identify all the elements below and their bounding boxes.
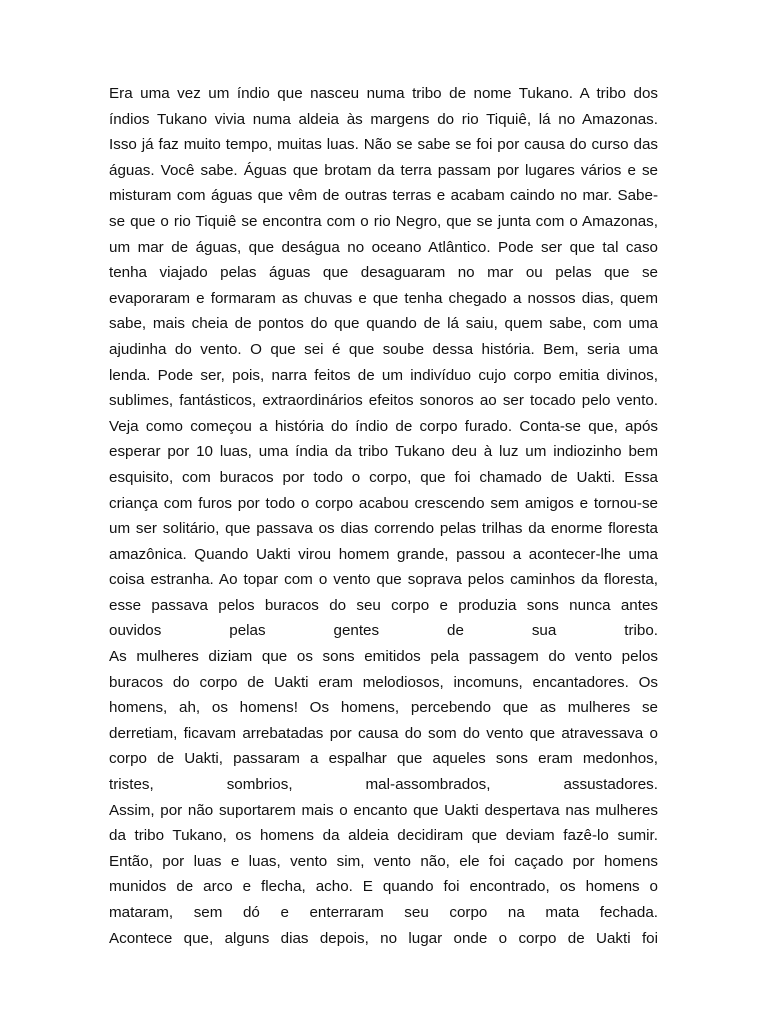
text-line: esquisito, com buracos por todo o corpo, que foi chamado de Uakti. Essa [109, 468, 658, 486]
text-line: um ser solitário, que passava os dias correndo pelas trilhas da enorme floresta [109, 520, 658, 538]
story-text [109, 81, 658, 951]
text-line: da tribo Tukano, os homens da aldeia decidiram que deviam fazê-lo sumir. [109, 827, 658, 845]
text-line: corpo de Uakti, passaram a espalhar que aqueles sons eram medonhos, [109, 750, 658, 768]
text-line: Assim, por não suportarem mais o encanto que Uakti despertava nas mulheres [109, 801, 658, 819]
text-line: Acontece que, alguns dias depois, no lugar onde o corpo de Uakti foi [109, 929, 658, 947]
text-line: tenha viajado pelas águas que desaguaram no mar ou pelas que se [109, 264, 658, 282]
text-line: ouvidos pelas gentes de sua tribo. [109, 622, 658, 640]
text-line: tristes, sombrios, mal-assombrados, assustadores. [109, 776, 658, 794]
text-line: derretiam, ficavam arrebatadas por causa do som do vento que atravessava o [109, 724, 658, 742]
text-line: munidos de arco e flecha, acho. E quando foi encontrado, os homens o [109, 878, 658, 896]
text-line: As mulheres diziam que os sons emitidos pela passagem do vento pelos [109, 648, 658, 666]
text-line: esse passava pelos buracos do seu corpo e produzia sons nunca antes [109, 596, 658, 614]
text-line: esperar por 10 luas, uma índia da tribo Tukano deu à luz um indiozinho bem [109, 443, 658, 461]
text-line: amazônica. Quando Uakti virou homem grande, passou a acontecer-lhe uma [109, 545, 658, 563]
text-line: mataram, sem dó e enterraram seu corpo na mata fechada. [109, 904, 658, 921]
text-line: homens, ah, os homens! Os homens, percebendo que as mulheres se [109, 699, 658, 717]
text-line: lenda. Pode ser, pois, narra feitos de um indivíduo cujo corpo emitia divinos, [109, 366, 658, 384]
text-line: Então, por luas e luas, vento sim, vento não, ele foi caçado por homens [109, 852, 658, 870]
text-line: misturam com águas que vêm de outras terras e acabam caindo no mar. Sabe- [109, 187, 658, 205]
text-line: sabe, mais cheia de pontos do que quando de lá saiu, quem sabe, com uma [109, 315, 658, 333]
text-line: sublimes, fantásticos, extraordinários efeitos sonoros ao ser tocado pelo vento. [109, 392, 658, 410]
text-line: Era uma vez um índio que nasceu numa tribo de nome Tukano. A tribo dos [109, 85, 658, 102]
text-line: um mar de águas, que deságua no oceano Atlântico. Pode ser que tal caso [109, 238, 658, 256]
text-line: criança com furos por todo o corpo acabou crescendo sem amigos e tornou-se [109, 494, 658, 512]
text-line: buracos do corpo de Uakti eram melodiosos, incomuns, encantadores. Os [109, 673, 658, 691]
text-line: ajudinha do vento. O que sei é que soube dessa história. Bem, seria uma [109, 340, 658, 358]
text-line: coisa estranha. Ao topar com o vento que soprava pelos caminhos da floresta, [109, 571, 658, 589]
text-line: Isso já faz muito tempo, muitas luas. Não se sabe se foi por causa do curso das [109, 136, 658, 154]
text-line: evaporaram e formaram as chuvas e que tenha chegado a nossos dias, quem [109, 289, 658, 307]
text-line: águas. Você sabe. Águas que brotam da terra passam por lugares vários e se [109, 161, 658, 179]
text-line: Veja como começou a história do índio de corpo furado. Conta-se que, após [109, 417, 658, 435]
text-line: se que o rio Tiquiê se encontra com o rio Negro, que se junta com o Amazonas, [109, 212, 658, 230]
text-line: índios Tukano vivia numa aldeia às margens do rio Tiquiê, lá no Amazonas. [109, 110, 658, 128]
